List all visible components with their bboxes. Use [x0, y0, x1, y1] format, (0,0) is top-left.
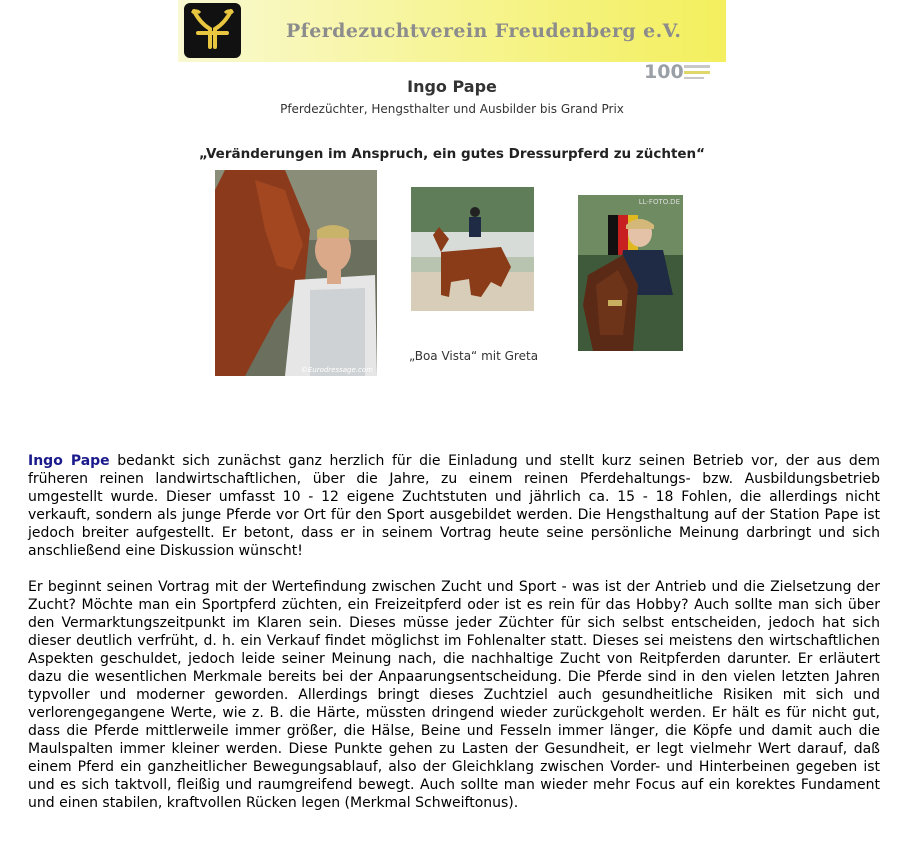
club-logo-horseshoe-icon: [184, 3, 241, 58]
photo1-watermark: ©Eurodressage.com: [300, 366, 373, 374]
presentation-slide-image: [178, 0, 726, 410]
photo-speaker-with-horse: [215, 170, 377, 376]
club-name: Pferdezuchtverein Freudenberg e.V.: [286, 20, 682, 42]
article-paragraph-2: Er beginnt seinen Vortrag mit der Wertefindung zwischen Zucht und Sport - was ist der Antrieb und die Zielsetzung der Zucht? Möchte man ein Sportpferd züchten, ein Freizeitpferd oder ist es rein für das Hobby? Auch sollte man sich über den Vermarktungszeitpunkt im Klaren sein. Dieses müsse jeder Züchter für sich selbst entscheiden, jedoch hat sich dieser deutlich verfrüht, d. h. ein Verkauf findet möglichst im Fohlenalter statt. Dieses sei meistens den wirtschaftlichen Aspekten geschuldet, jedoch leide seiner Meinung nach, die nachhaltige Zucht von Reitpferden darunter. Er erläutert dazu die wesentlichen Merkmale bereits bei der Anpaarungsentscheidung. Die Pferde sind in den vielen letzten Jahren typvoller und moderner geworden. Allerdings bringt dieses Zuchtziel auch gesundheitliche Risiken mit sich und verlorengegangene Werte, wie z. B. die Härte, müssten dringend wieder zurückgeholt werden. Er hält es für nicht gut, dass die Pferde mittlerweile immer größer, die Hälse, Beine und Fesseln immer länger, die Köpfe und damit auch die Maulspalten immer kleiner werden. Diese Punkte gehen zu Lasten der Gesundheit, er legt vielmehr Wert darauf, daß einem Pferd ein ganzheitlicher Bewegungsablauf, also der Gleichklang zwischen Vorder- und Hinterbeinen gegeben ist und es sich taktvoll, fleißig und raumgreifend bewegt. Auch sollte man wieder mehr Focus auf ein korektes Fundament und einen stabilen, kraftvollen Rücken legen (Merkmal Schweiftonus).: [28, 579, 880, 811]
slide-header: [178, 0, 726, 62]
photo2-caption: „Boa Vista“ mit Greta: [408, 349, 539, 363]
speaker-name-highlight: Ingo Pape: [28, 453, 110, 469]
slide-speaker-role: Pferdezüchter, Hengsthalter und Ausbilder bis Grand Prix: [280, 102, 624, 116]
article-paragraph-1: [28, 452, 880, 560]
slide-speaker-name: Ingo Pape: [407, 77, 497, 96]
article-paragraph-1-text: bedankt sich zunächst ganz herzlich für die Einladung und stellt kurz seinen Betrieb vor, der aus dem früheren reinen landwirtschaftlichen, über die Jahre, zu einem reinen Pferdehaltungs- bzw. Ausbildungsbetrieb umgestellt wurde. Dieser umfasst 10 - 12 eigene Zuchtstuten und jährlich ca. 15 - 18 Fohlen, die allerdings nicht verkauft, sondern als junge Pferde vor Ort für den Sport ausgebildet werden. Die Hengsthaltung auf der Station Pape ist jedoch breiter aufgestellt. Er betont, dass er in seinem Vortrag heute seine persönliche Meinung darbringt und sich anschließend eine Diskussion wünscht!: [28, 453, 880, 559]
slide-talk-title: „Veränderungen im Anspruch, ein gutes Dressurpferd zu züchten“: [198, 146, 706, 162]
photo-boa-vista-dressage: [411, 187, 534, 311]
photo-rider-with-horse: [578, 195, 683, 351]
photo3-watermark: LL-FOTO.DE: [638, 198, 680, 206]
anniversary-number: 100: [644, 61, 684, 82]
article-body: [28, 452, 880, 830]
